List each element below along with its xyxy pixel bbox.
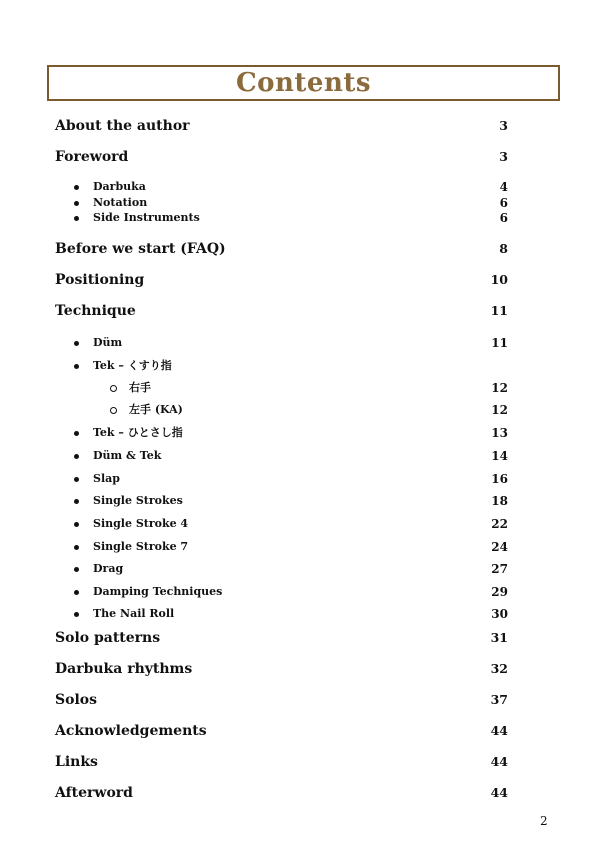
bullet-icon [74, 185, 79, 190]
toc-entry-label: 右手 [129, 381, 151, 394]
bullet-icon [74, 477, 79, 482]
toc-entry-label: Single Stroke 4 [93, 517, 189, 530]
toc-entry-label: Düm & Tek [93, 449, 162, 462]
toc-entry-page: 11 [491, 336, 508, 350]
toc-entry-page: 11 [490, 303, 508, 318]
toc-entry-label: Düm [93, 336, 123, 349]
toc-entry-label: Positioning [55, 272, 145, 288]
circle-bullet-icon [110, 407, 117, 414]
toc-entry-dum-and-tek[interactable] [0, 447, 610, 465]
toc-entry-label: Notation [93, 196, 148, 209]
toc-entry-tek-hitosashiyubi[interactable] [0, 424, 610, 442]
toc-entry-label: Single Stroke 7 [93, 540, 189, 553]
toc-entry-page: 10 [490, 272, 508, 287]
bullet-icon [74, 499, 79, 504]
toc-entry-page: 3 [499, 118, 508, 133]
toc-entry-label: Afterword [55, 785, 133, 801]
toc-entry-page: 30 [491, 607, 508, 621]
toc-entry-links[interactable] [0, 753, 610, 771]
toc-entry-label: Tek – くすり指 [93, 359, 172, 372]
toc-entry-label: Solo patterns [55, 630, 161, 646]
toc-entry-label: Foreword [55, 149, 129, 165]
toc-entry-page: 3 [499, 149, 508, 164]
toc-entry-page: 8 [499, 241, 508, 256]
toc-entry-single-stroke-4[interactable] [0, 515, 610, 533]
toc-entry-label: Slap [93, 472, 120, 485]
toc-entry-label: Darbuka rhythms [55, 661, 193, 677]
bullet-icon [74, 431, 79, 436]
toc-entry-label: Side Instruments [93, 211, 200, 224]
toc-entry-page: 6 [499, 211, 508, 225]
page-number: 2 [540, 814, 548, 828]
page-title: Contents [235, 68, 372, 98]
toc-entry-page: 13 [491, 426, 508, 440]
toc-entry-label: Before we start (FAQ) [55, 241, 226, 257]
toc-entry-label: Tek – ひとさし指 [93, 426, 183, 439]
toc-entry-label: Darbuka [93, 180, 146, 193]
toc-entry-label: About the author [55, 118, 190, 134]
toc-entry-solo-patterns[interactable] [0, 629, 610, 647]
toc-entry-label: 左手 (KA) [129, 403, 183, 416]
toc-entry-the-nail-roll[interactable] [0, 605, 610, 623]
toc-entry-before-we-start[interactable] [0, 240, 610, 258]
toc-entry-label: Technique [55, 303, 136, 319]
toc-entry-damping-techniques[interactable] [0, 583, 610, 601]
toc-entry-positioning[interactable] [0, 271, 610, 289]
toc-entry-single-stroke-7[interactable] [0, 538, 610, 556]
bullet-icon [74, 364, 79, 369]
toc-entry-acknowledgements[interactable] [0, 722, 610, 740]
bullet-icon [74, 612, 79, 617]
toc-entry-afterword[interactable] [0, 784, 610, 802]
toc-entry-page: 24 [491, 540, 508, 554]
toc-entry-page: 4 [499, 180, 508, 194]
toc-entry-solos[interactable] [0, 691, 610, 709]
toc-entry-label: Damping Techniques [93, 585, 223, 598]
toc-entry-page: 12 [491, 381, 508, 395]
toc-entry-tek-kusuriyubi[interactable] [0, 357, 610, 375]
toc-entry-dum[interactable] [0, 334, 610, 352]
toc-entry-label: Drag [93, 562, 124, 575]
toc-entry-page: 44 [490, 785, 508, 800]
toc-entry-page: 37 [490, 692, 508, 707]
bullet-icon [74, 522, 79, 527]
toc-entry-page: 27 [491, 562, 508, 576]
toc-entry-page: 12 [491, 403, 508, 417]
toc-entry-label: Links [55, 754, 98, 770]
bullet-icon [74, 590, 79, 595]
toc-entry-migite[interactable] [0, 379, 610, 397]
contents-title-box [47, 65, 560, 101]
bullet-icon [74, 201, 79, 206]
toc-entry-page: 14 [491, 449, 508, 463]
toc-entry-page: 29 [491, 585, 508, 599]
toc-entry-label: Acknowledgements [55, 723, 207, 739]
toc-entry-label: Solos [55, 692, 97, 708]
toc-entry-drag[interactable] [0, 560, 610, 578]
bullet-icon [74, 454, 79, 459]
toc-entry-page: 18 [491, 494, 508, 508]
toc-entry-side-instruments[interactable] [0, 209, 610, 227]
toc-entry-foreword[interactable] [0, 148, 610, 166]
bullet-icon [74, 545, 79, 550]
toc-entry-hidarite-ka[interactable] [0, 401, 610, 419]
toc-entry-page: 31 [490, 630, 508, 645]
bullet-icon [74, 216, 79, 221]
toc-entry-page: 16 [491, 472, 508, 486]
toc-entry-label: Single Strokes [93, 494, 183, 507]
toc-entry-page: 44 [490, 754, 508, 769]
toc-entry-technique[interactable] [0, 302, 610, 320]
toc-entry-slap[interactable] [0, 470, 610, 488]
toc-entry-about-the-author[interactable] [0, 117, 610, 135]
toc-entry-page: 32 [490, 661, 508, 676]
toc-entry-page: 6 [499, 196, 508, 210]
toc-entry-label: The Nail Roll [93, 607, 175, 620]
toc-entry-page: 44 [490, 723, 508, 738]
toc-entry-page: 22 [491, 517, 508, 531]
toc-entry-darbuka-rhythms[interactable] [0, 660, 610, 678]
bullet-icon [74, 567, 79, 572]
toc-entry-single-strokes[interactable] [0, 492, 610, 510]
circle-bullet-icon [110, 385, 117, 392]
bullet-icon [74, 341, 79, 346]
